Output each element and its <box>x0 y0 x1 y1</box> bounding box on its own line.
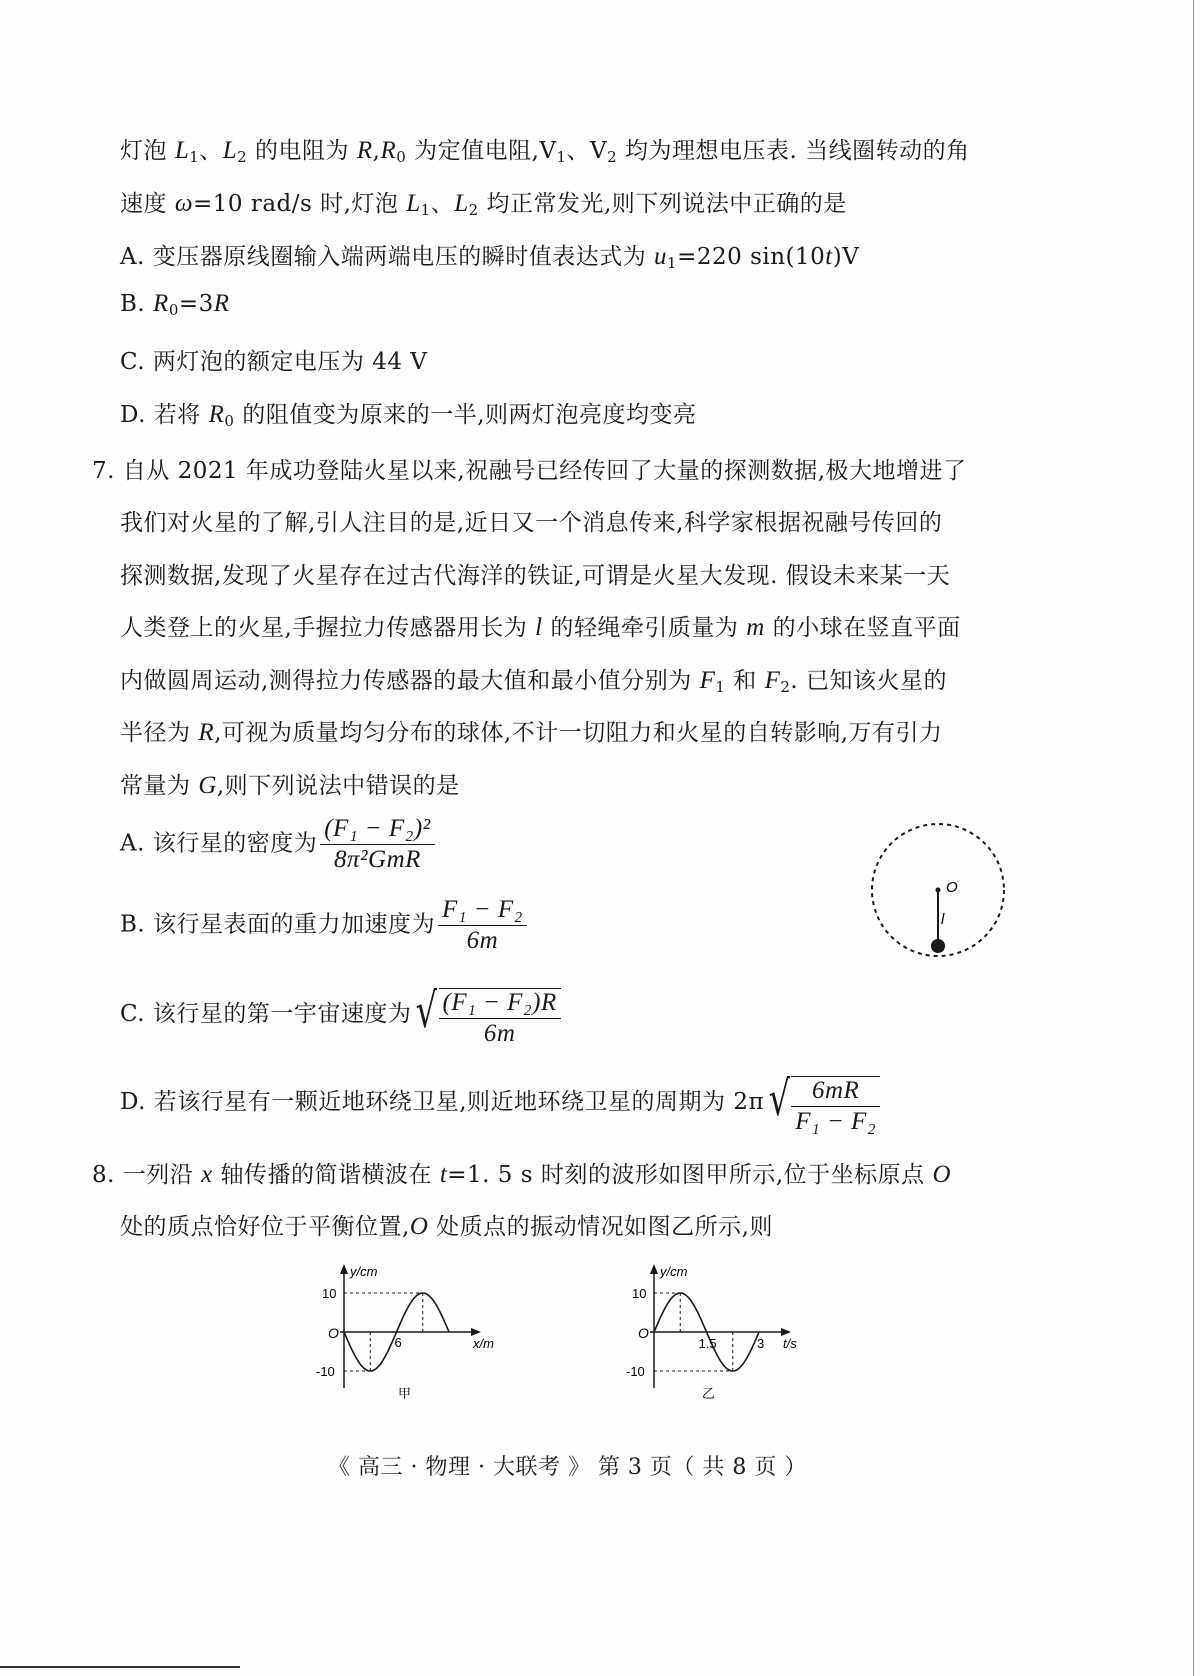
fraction-numerator: 6mR <box>791 1077 880 1107</box>
q7-stem-line-3: 探测数据,发现了火星存在过古代海洋的铁证,可谓是火星大发现. 假设未来某一天 <box>120 563 951 589</box>
q8-stem-line-2: 处的质点恰好位于平衡位置,O 处质点的振动情况如图乙所示,则 <box>120 1213 773 1240</box>
rope-label: l <box>941 911 945 928</box>
q6-option-c: C. 两灯泡的额定电压为 44 V <box>120 349 428 375</box>
q7-stem-line-2: 我们对火星的了解,引人注目的是,近日又一个消息传来,科学家根据祝融号传回的 <box>120 510 943 536</box>
wave-graph-jia <box>310 1258 510 1408</box>
q6-option-a: A. 变压器原线圈输入端两端电压的瞬时值表达式为 $u_1=220$ sin(10t)V <box>120 243 860 272</box>
center-label: O <box>946 879 958 896</box>
fraction-numerator: F₁ − F₂ <box>438 896 527 926</box>
y-axis-label: y/cm <box>350 1264 378 1279</box>
y-tick-label: -10 <box>626 1364 645 1379</box>
q7-stem-line-4: 人类登上的火星,手握拉力传感器用长为 l 的轻绳牵引质量为 m 的小球在竖直平面 <box>120 614 961 641</box>
square-root: √ $\frac{6mR}{\text{F₁ − F₂}}$ <box>764 1070 880 1136</box>
y-tick-label: -10 <box>316 1364 335 1379</box>
scan-edge-line <box>1193 0 1194 1676</box>
q7-stem-line-5: 内做圆周运动,测得拉力传感器的最大值和最小值分别为 $F_1$ 和 $F_2$. 已知该火星的 <box>120 667 948 696</box>
x-axis-label: x/m <box>473 1336 494 1351</box>
fraction-denominator: F₁ − F₂ <box>795 1108 877 1135</box>
fraction-denominator: 6m <box>483 1020 516 1047</box>
y-axis-arrow <box>650 1264 658 1274</box>
fraction-numerator: (F₁ − F₂)² <box>320 815 434 845</box>
q6-stem-line-1: 灯泡 $L_1$、$L_2$ 的电阻为 $R,R_0$ 为定值电阻$,V_1$、$V_2$ 均为理想电压表. 当线圈转动的角 <box>120 137 970 166</box>
q6-option-d: D. 若将 $R_0$ 的阻值变为原来的一半,则两灯泡亮度均变亮 <box>120 401 697 430</box>
circular-motion-figure <box>860 812 1020 972</box>
vibration-graph-yi <box>620 1258 820 1408</box>
scan-bottom-line <box>0 1666 240 1668</box>
q7-option-d: D. 若该行星有一颗近地环绕卫星,则近地环绕卫星的周期为 2π √ $\frac{6mR}{\text{F₁ − F₂}}$ <box>120 1070 880 1136</box>
origin-label: O <box>638 1325 649 1341</box>
origin-label: O <box>328 1325 339 1341</box>
fraction-denominator: 8π²GmR <box>334 846 421 873</box>
x-axis-label: t/s <box>783 1336 797 1351</box>
y-tick-label: 10 <box>322 1286 337 1301</box>
ball <box>931 939 945 953</box>
q7-option-c: C. 该行星的第一宇宙速度为 √ $\frac{\text{(F₁ − F₂)R}}{6m}$ <box>120 982 561 1048</box>
x-tick-label: 1.5 <box>698 1336 717 1351</box>
figure-caption: 甲 <box>398 1386 412 1401</box>
q7-stem-line-6: 半径为 R,可视为质量均匀分布的球体,不计一切阻力和火星的自转影响,万有引力 <box>120 719 943 746</box>
y-axis-label: y/cm <box>660 1264 688 1279</box>
fraction-denominator: 6m <box>466 927 499 954</box>
page-footer: 《 高三 · 物理 · 大联考 》 第 3 页（ 共 8 页 ） <box>328 1455 807 1480</box>
q6-option-b: B. $R_0=3R$ <box>120 290 230 319</box>
x-tick-label: 3 <box>757 1336 765 1351</box>
q8-stem-line-1: 8. 一列沿 x 轴传播的简谐横波在 t=1. 5 s 时刻的波形如图甲所示,位于坐标原点 O <box>92 1161 952 1188</box>
y-axis-arrow <box>340 1264 348 1274</box>
x-tick-label: 6 <box>394 1335 402 1350</box>
q7-stem-line-1: 7. 自从 2021 年成功登陆火星以来,祝融号已经传回了大量的探测数据,极大地增进了 <box>92 458 967 484</box>
q7-stem-line-7: 常量为 G,则下列说法中错误的是 <box>120 772 460 799</box>
q7-option-b: B. 该行星表面的重力加速度为 $\frac{\text{F₁ − F₂}}{6m}$ <box>120 896 530 955</box>
x-axis-arrow <box>781 1328 791 1336</box>
fraction-numerator: (F₁ − F₂)R <box>439 989 561 1019</box>
q7-option-a: A. 该行星的密度为 $\frac{\text{(F₁ − F₂)²}}{\text{8π²GmR}}$ <box>120 815 438 874</box>
q6-stem-line-2: 速度 ω=10 rad/s 时,灯泡 $L_1$、$L_2$ 均正常发光,则下列说法中正确的是 <box>120 190 847 219</box>
figure-caption: 乙 <box>702 1386 716 1401</box>
x-axis-arrow <box>471 1328 481 1336</box>
square-root: √ $\frac{\text{(F₁ − F₂)R}}{6m}$ <box>411 982 560 1048</box>
y-tick-label: 10 <box>632 1286 647 1301</box>
